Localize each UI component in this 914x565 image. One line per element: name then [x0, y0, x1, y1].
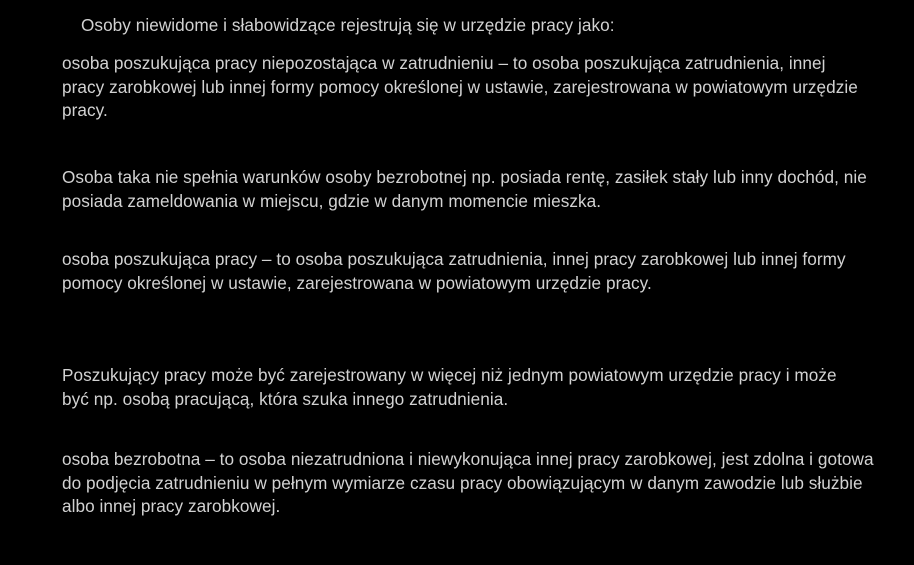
note-not-unemployed-conditions: Osoba taka nie spełnia warunków osoby bezrobotnej np. posiada rentę, zasiłek stały lub inny dochód, nie posiada zameldowania w miejscu, gdzie w danym momencie mieszka. — [62, 167, 867, 211]
note-multiple-registration: Poszukujący pracy może być zarejestrowany w więcej niż jednym powiatowym urzędzie pracy i może być np. osobą pracującą, która szuka innego zatrudnienia. — [62, 365, 837, 409]
intro-text: Osoby niewidome i słabowidzące rejestrują się w urzędzie pracy jako: — [81, 15, 615, 35]
definition-unemployed: osoba bezrobotna – to osoba niezatrudniona i niewykonująca innej pracy zarobkowej, jest zdolna i gotowa do podjęcia zatrudnieniu w pełnym wymiarze czasu pracy obowiązującym w danym zawodzie lub służbie albo innej pracy zarobkowej. — [62, 449, 874, 516]
definition-job-seeker: osoba poszukująca pracy – to osoba poszukująca zatrudnienia, innej pracy zarobkowej lub innej formy pomocy określonej w ustawie, zarejestrowana w powiatowym urzędzie pracy. — [62, 249, 846, 293]
definition-job-seeker-unemployed: osoba poszukująca pracy niepozostająca w zatrudnieniu – to osoba poszukująca zatrudnienia, innej pracy zarobkowej lub innej formy pomocy określonej w ustawie, zarejestrowana w powiatowym urzędzie pracy. — [62, 53, 858, 120]
